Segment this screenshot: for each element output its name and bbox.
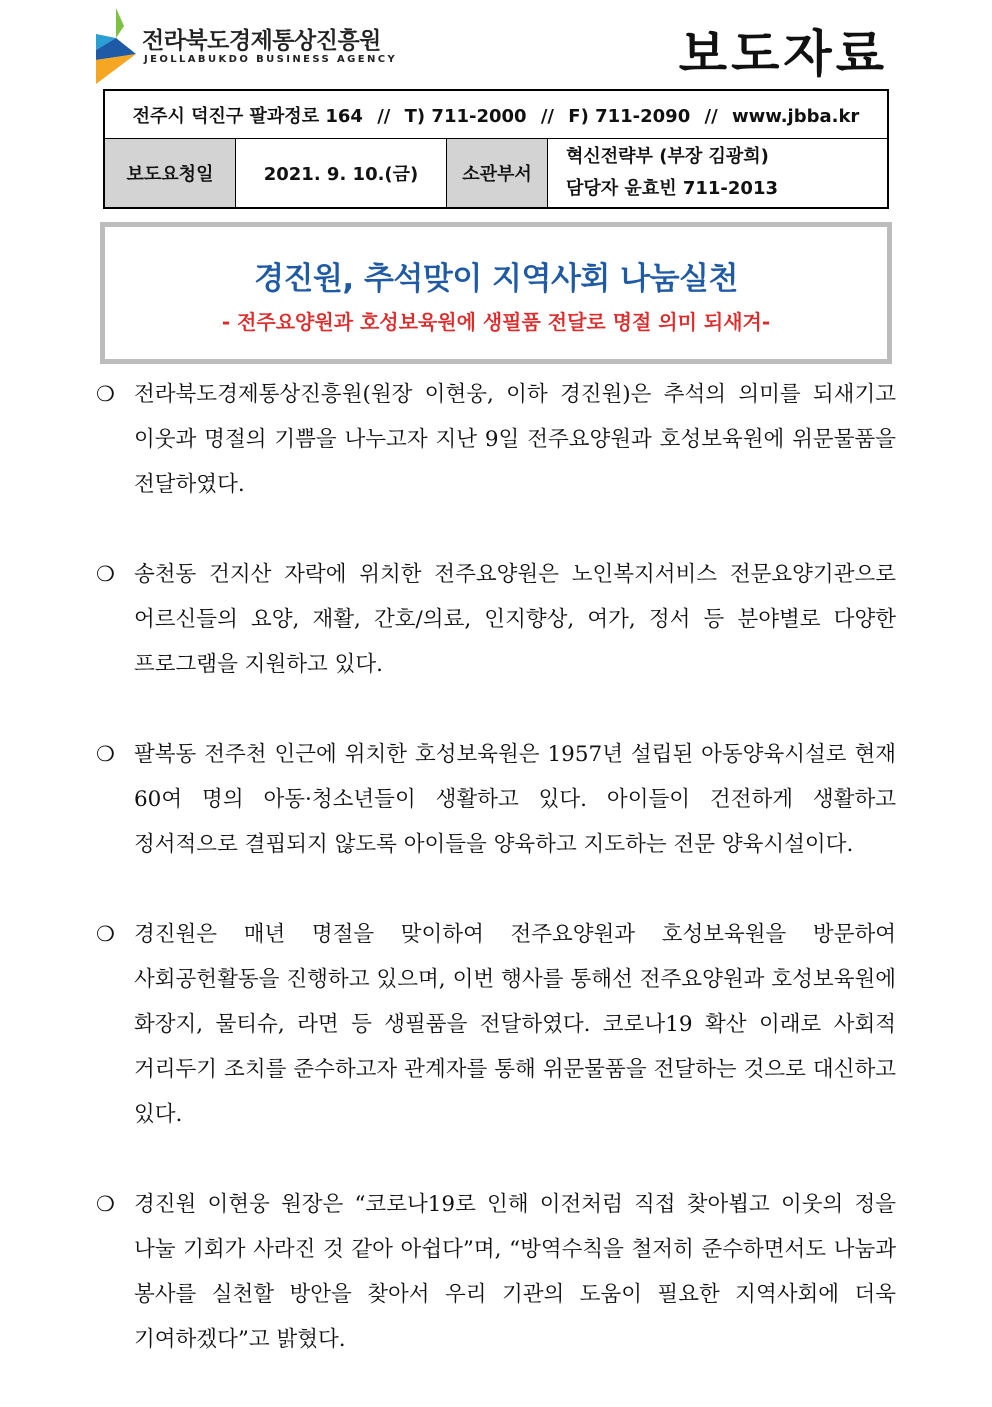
dept-cell <box>548 139 889 209</box>
paragraph <box>96 372 896 507</box>
headline-box <box>100 222 892 364</box>
org-name-en: JEOLLABUKDO BUSINESS AGENCY <box>144 54 398 65</box>
org-name: 전라북도경제통상진흥원 <box>142 28 381 54</box>
bullet-icon: ❍ <box>96 382 115 406</box>
request-date-label: 보도요청일 <box>104 139 236 209</box>
subheadline: - 전주요양원과 호성보육원에 생필품 전달로 명절 의미 되새겨- <box>221 310 771 334</box>
address-cell <box>104 90 888 139</box>
separator: // <box>704 105 718 127</box>
bullet-icon: ❍ <box>96 1192 115 1216</box>
org-logo-icon <box>96 8 138 84</box>
paragraph-text: 경진원은 매년 명절을 맞이하여 전주요양원과 호성보육원을 방문하여 사회공헌활동을 진행하고 있으며, 이번 행사를 통해선 전주요양원과 호성보육원에 화장지, 물티슈, 라면 등 생필품을 전달하였다. 코로나19 확산 이래로 사회적 거리두기 조치를 준수하고자 관계자를 통해 위문물품을 전달하는 것으로 대신하고 있다. <box>134 922 896 1127</box>
address-row <box>104 90 888 139</box>
paragraph <box>96 912 896 1137</box>
tel: T) 711-2000 <box>404 105 527 127</box>
paragraph-text: 전라북도경제통상진흥원(원장 이현웅, 이하 경진원)은 추석의 의미를 되새기고 이웃과 명절의 기쁨을 나누고자 지난 9일 전주요양원과 호성보육원에 위문물품을 전달하였다. <box>134 382 896 497</box>
paragraph <box>96 1182 896 1362</box>
separator: // <box>540 105 555 127</box>
request-date: 2021. 9. 10.(금) <box>236 139 447 209</box>
headline: 경진원, 추석맞이 지역사회 나눔실천 <box>254 261 738 297</box>
bullet-icon: ❍ <box>96 742 115 766</box>
fax: F) 711-2090 <box>568 105 691 127</box>
doc-type-title: 보도자료 <box>678 25 888 83</box>
bullet-icon: ❍ <box>96 922 115 946</box>
website: www.jbba.kr <box>731 105 860 127</box>
document-header <box>0 0 992 90</box>
paragraph <box>96 552 896 687</box>
bullet-icon: ❍ <box>96 562 115 586</box>
dept-label: 소관부서 <box>447 139 548 209</box>
dept-line2: 담당자 윤효빈 711-2013 <box>566 178 779 199</box>
info-table <box>103 89 889 209</box>
dept-line1: 혁신전략부 (부장 김광희) <box>566 146 769 167</box>
meta-row <box>104 139 888 209</box>
paragraph-text: 경진원 이현웅 원장은 “코로나19로 인해 이전처럼 직접 찾아뵙고 이웃의 정을 나눌 기회가 사라진 것 같아 아쉽다”며, “방역수칙을 철저히 준수하면서도 나눔과 봉사를 실천할 방안을 찾아서 우리 기관의 도움이 필요한 지역사회에 더욱 기여하겠다”고 밝혔다. <box>134 1192 896 1352</box>
article-body <box>96 372 896 1407</box>
separator: // <box>377 105 391 127</box>
paragraph <box>96 732 896 867</box>
paragraph-text: 송천동 건지산 자락에 위치한 전주요양원은 노인복지서비스 전문요양기관으로 어르신들의 요양, 재활, 간호/의료, 인지향상, 여가, 정서 등 분야별로 다양한 프로그램을 지원하고 있다. <box>134 562 896 677</box>
paragraph-text: 팔복동 전주천 인근에 위치한 호성보육원은 1957년 설립된 아동양육시설로 현재 60여 명의 아동·청소년들이 생활하고 있다. 아이들이 건전하게 생활하고 정서적으로 결핍되지 않도록 아이들을 양육하고 지도하는 전문 양육시설이다. <box>134 742 896 857</box>
address: 전주시 덕진구 팔과정로 164 <box>132 105 363 127</box>
